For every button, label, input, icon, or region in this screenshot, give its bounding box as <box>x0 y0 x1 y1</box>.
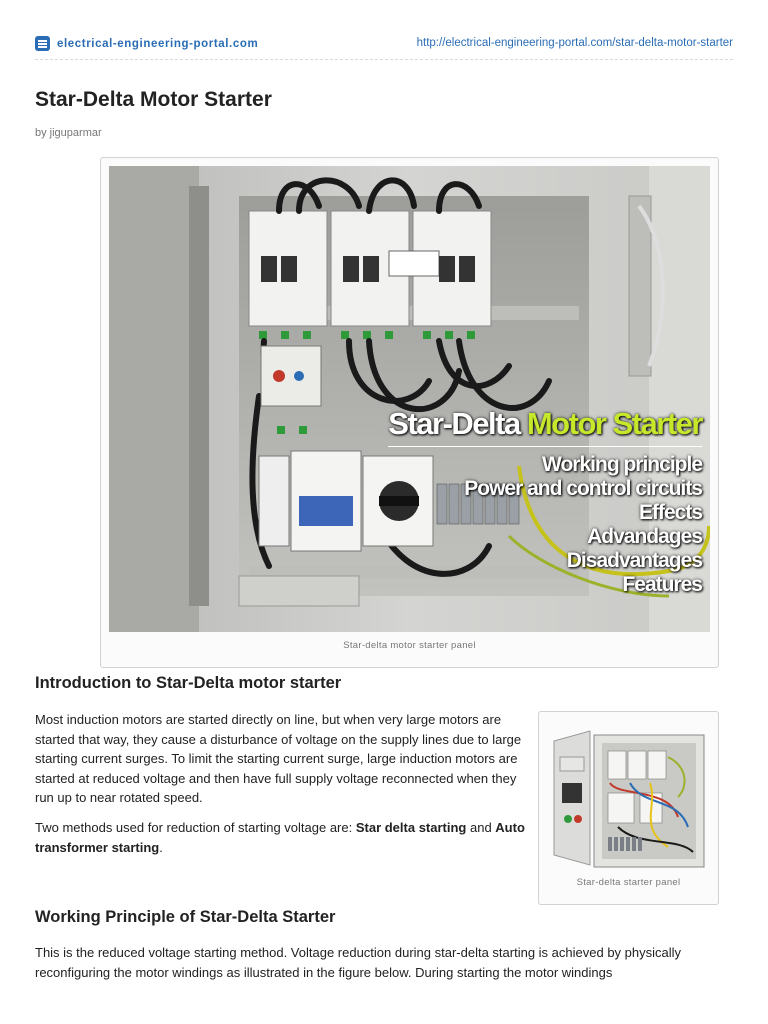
side-figure <box>538 711 719 905</box>
page-title: Star-Delta Motor Starter <box>35 88 272 111</box>
main-figure-caption: Star-delta motor starter panel <box>343 640 476 651</box>
overlay-topic: Effects <box>638 501 702 524</box>
overlay-topic-list <box>388 453 702 597</box>
document-icon <box>35 36 50 51</box>
overlay-topic: Power and control circuits <box>464 477 702 500</box>
working-principle-heading: Working Principle of Star-Delta Starter <box>35 908 336 926</box>
overlay-title-green: Motor Starter <box>526 406 702 441</box>
intro-heading: Introduction to Star-Delta motor starter <box>35 674 342 692</box>
overlay-text <box>388 406 702 597</box>
star-delta-term: Star delta starting <box>355 820 467 835</box>
starter-panel-photo <box>109 166 710 632</box>
side-figure-caption: Star-delta starter panel <box>576 877 681 888</box>
intro-p2-suffix: . <box>159 839 163 855</box>
overlay-topic: Disadvantages <box>566 549 702 572</box>
page-url-link[interactable]: http://electrical-engineering-portal.com/star-delta-motor-starter <box>416 37 733 49</box>
intro-paragraph-1: Most induction motors are started directly on line, but when very large motors are started that way, they cause a disturbance of voltage on the supply lines due to large starting current surges. To limit the starting current surge, large induction motors are started at reduced voltage and then have full supply voltage reconnected when they run up to near rotated speed. <box>35 712 522 805</box>
overlay-title-white: Star-Delta <box>388 406 520 441</box>
overlay-topic: Advandages <box>587 525 702 548</box>
site-brand[interactable] <box>35 36 258 51</box>
starter-cabinet-photo <box>548 727 711 879</box>
intro-p2-prefix: Two methods used for reduction of starting voltage are: <box>35 820 356 835</box>
intro-paragraph-2 <box>35 818 525 857</box>
site-name[interactable]: electrical-engineering-portal.com <box>57 37 259 50</box>
overlay-title <box>388 406 702 447</box>
main-figure <box>100 157 719 668</box>
working-paragraph-1: This is the reduced voltage starting method. Voltage reduction during star-delta starting is achieved by physically reconfiguring the motor windings as illustrated in the figure below. During starting the motor windings <box>35 945 682 980</box>
page-header <box>35 36 733 58</box>
header-divider <box>35 59 733 60</box>
overlay-topic: Features <box>622 573 702 596</box>
intro-p2-mid: and <box>466 820 496 835</box>
author-byline: by jiguparmar <box>35 127 102 139</box>
overlay-topic: Working principle <box>542 453 702 476</box>
auto-transformer-term: Auto transformer starting <box>35 820 525 855</box>
